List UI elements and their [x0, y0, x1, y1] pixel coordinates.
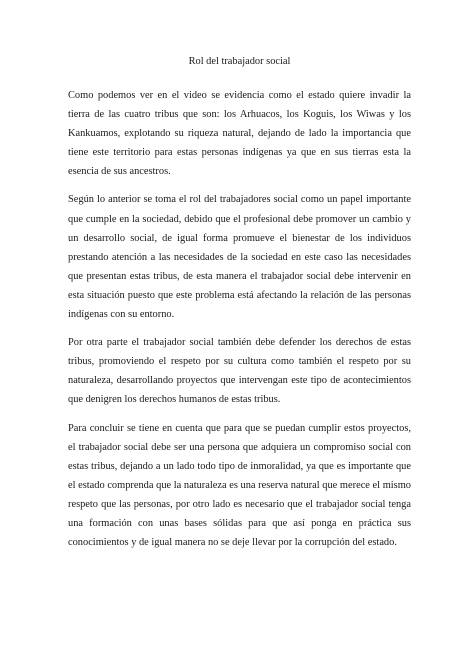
paragraph-2: Según lo anterior se toma el rol del trabajadores social como un papel importante que cumple en la sociedad, debido que el profesional debe promover un cambio y un desarrollo social, de igual forma promueve el bienestar de los individuos prestando atención a las necesidades de la sociedad en este caso las necesidades que presentan estas tribus, de esta manera el trabajador social debe intervenir en esta situación puesto que este problema está afectando la relación de las personas indígenas con su entorno.: [68, 194, 411, 321]
document-title: Rol del trabajador social: [188, 56, 291, 67]
paragraph-4: Para concluir se tiene en cuenta que para que se puedan cumplir estos proyectos, el trabajador social debe ser una persona que adquiera un compromiso social con estas tribus, dejando a un lado todo tipo de inmoralidad, ya que es importante que el estado comprenda que la naturaleza es una reserva natural que merece el mismo respeto que las personas, por otro lado es necesario que el trabajador social tenga una formación con unas bases sólidas para que así ponga en práctica sus conocimientos y de igual manera no se deje llevar por la corrupción del estado.: [68, 422, 411, 549]
paragraph-1: Como podemos ver en el video se evidencia como el estado quiere invadir la tierra de las cuatro tribus que son: los Arhuacos, los Koguis, los Wiwas y los Kankuamos, explotando su riqueza natural, dejando de lado la importancia que tiene este territorio para estas personas indígenas ya que en sus tierras esta la esencia de sus ancestros.: [68, 90, 411, 178]
paragraph-3: Por otra parte el trabajador social también debe defender los derechos de estas tribus, promoviendo el respeto por su cultura como también el respeto por su naturaleza, desarrollando proyectos que intervengan este tipo de acontecimientos que denigren los derechos humanos de estas tribus.: [68, 337, 411, 406]
